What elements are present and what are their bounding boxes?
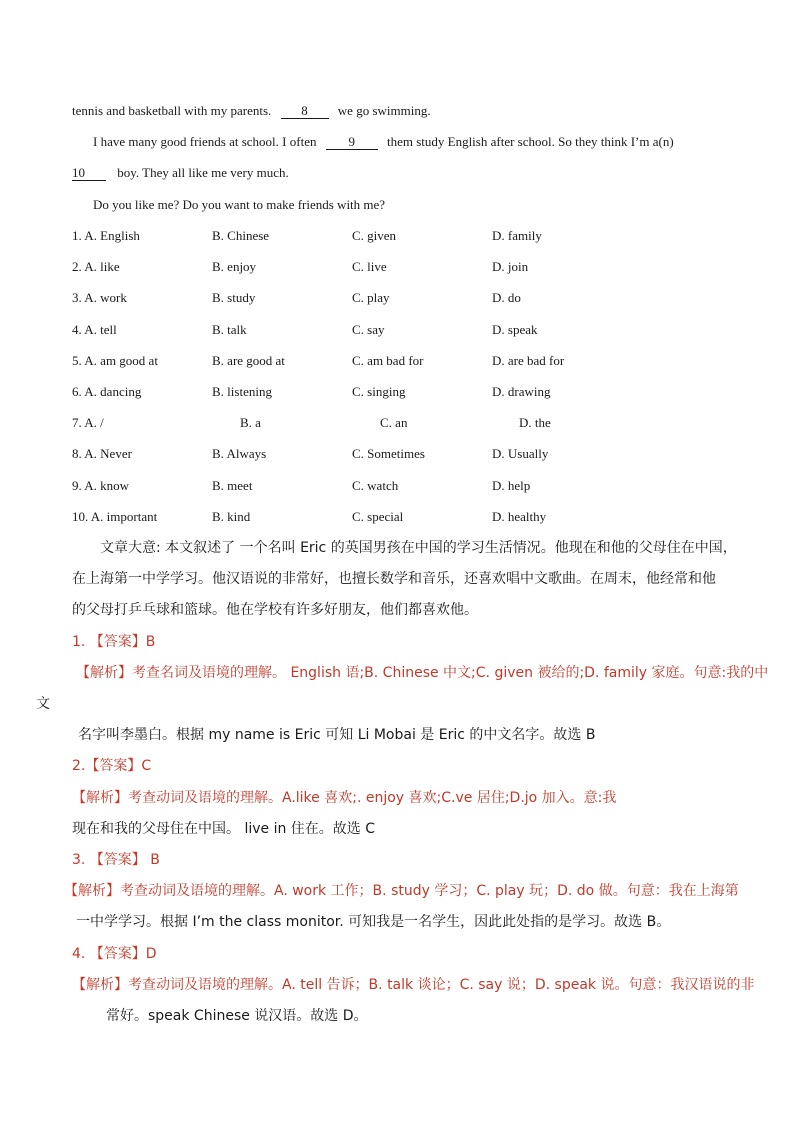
option-a: 9. A. know [72,477,130,493]
summary-line-2: 在上海第一中学学习。他汉语说的非常好，也擅长数学和音乐，还喜欢唱中文歌曲。在周末，他经常和他 [72,571,716,587]
option-d: D. help [492,477,531,493]
option-c: C. given [352,228,397,243]
option-b: B. study [212,290,256,306]
option-d: D. family [492,228,542,243]
option-a: 8. A. Never [72,446,132,462]
option-c: C. an [380,415,408,431]
blank-10: 10 [72,165,106,181]
option-a: 7. A. / [72,415,104,431]
explanation-2-line-2: 现在和我的父母住在中国。 live in 住在。故选 C [72,821,376,837]
option-d: D. the [519,415,551,431]
answer-3: 3. 【答案】 B [72,852,160,868]
option-b: B. meet [212,477,253,493]
option-a: 2. A. like [72,259,120,275]
blank-8: 8 [281,103,329,119]
option-b: B. Always [212,446,267,462]
option-a: 10. A. important [72,508,158,524]
answer-2: 2.【答案】C [72,758,152,774]
passage-text: boy. They all like me very much. [117,165,289,180]
option-c: C. watch [352,477,399,493]
option-c: C. Sometimes [352,446,425,462]
option-d: D. healthy [492,508,547,524]
option-a: 3. A. work [72,290,127,306]
answer-4: 4. 【答案】D [72,946,157,962]
passage-line-4: Do you like me? Do you want to make friends with me? [93,197,386,212]
option-b: B. a [240,415,261,431]
explanation-1-line-3: 名字叫李墨白。根据 my name is Eric 可知 Li Mobai 是 Eric 的中文名字。故选 B [78,727,596,743]
option-d: D. do [492,290,521,306]
option-d: D. Usually [492,446,549,462]
passage-text: we go swimming. [337,103,431,118]
option-d: D. drawing [492,384,551,399]
explanation-3-line-2: 一中学学习。根据 I’m the class monitor. 可知我是一名学生，因此此处指的是学习。故选 B。 [76,914,671,930]
summary-line-3: 的父母打乒乓球和篮球。他在学校有许多好朋友，他们都喜欢他。 [72,602,478,618]
option-b: B. talk [212,321,247,337]
option-d: D. join [492,259,529,275]
option-c: C. singing [352,384,406,399]
answer-1: 1. 【答案】B [72,634,156,650]
explanation-2-line-1: 【解析】考查动词及语境的理解。A.like 喜欢;. enjoy 喜欢;C.ve 居住;D.jo 加入。意:我 [72,790,617,806]
passage-text: I have many good friends at school. I often [93,134,317,149]
blank-9: 9 [326,134,378,150]
option-c: C. am bad for [352,352,424,368]
passage-text: them study English after school. So they think I’m a(n) [386,134,674,149]
passage-line-3 [72,164,289,182]
option-d: D. are bad for [492,352,565,368]
option-b: B. Chinese [212,228,270,243]
explanation-4-line-1: 【解析】考查动词及语境的理解。A. tell 告诉；B. talk 谈论；C. say 说；D. speak 说。句意：我汉语说的非 [72,977,755,993]
option-a: 1. A. English [72,228,140,243]
explanation-4-line-2: 常好。speak Chinese 说汉语。故选 D。 [106,1008,368,1024]
passage-line-2 [93,133,674,151]
option-a: 4. A. tell [72,321,117,337]
option-b: B. enjoy [212,259,257,275]
option-c: C. say [352,321,385,337]
explanation-1-line-1: 【解析】考查名词及语境的理解。 English 语;B. Chinese 中文;C. given 被给的;D. family 家庭。句意:我的中 [76,665,769,681]
passage-line-1 [72,102,431,120]
explanation-3-line-1: 【解析】考查动词及语境的理解。A. work 工作；B. study 学习；C. play 玩；D. do 做。句意：我在上海第 [64,883,739,899]
option-c: C. live [352,259,387,275]
option-b: B. are good at [212,352,285,368]
option-b: B. listening [212,384,272,399]
option-c: C. special [352,508,404,524]
passage-text: tennis and basketball with my parents. [72,103,272,118]
option-c: C. play [352,290,390,306]
option-d: D. speak [492,321,538,337]
option-a: 6. A. dancing [72,384,142,399]
summary-line-1: 文章大意: 本文叙述了 一个名叫 Eric 的英国男孩在中国的学习生活情况。他现在和他的父母住在中国， [100,540,737,556]
explanation-1-line-2: 文 [36,696,50,712]
option-b: B. kind [212,508,251,524]
option-a: 5. A. am good at [72,352,158,368]
